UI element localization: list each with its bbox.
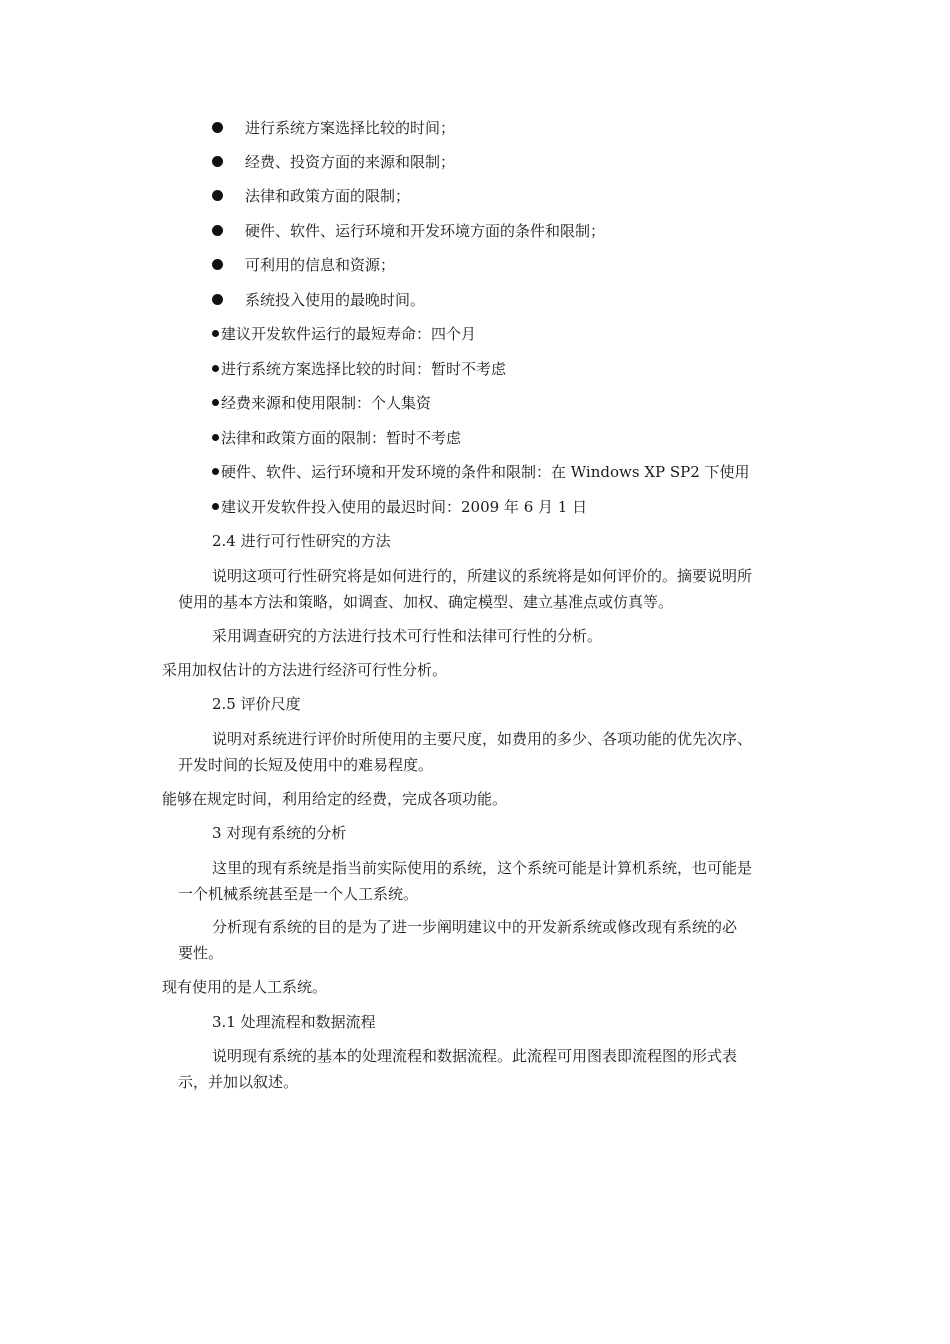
paragraph-line: 这里的现有系统是指当前实际使用的系统，这个系统可能是计算机系统，也可能是 [212, 859, 753, 877]
paragraph: 现有使用的是人工系统。 [162, 978, 328, 996]
list-item [212, 186, 410, 206]
list-item [212, 255, 395, 275]
list-item-text: 硬件、软件、运行环境和开发环境方面的条件和限制； [245, 222, 606, 240]
list-item [212, 152, 455, 172]
list-item-text: 建议开发软件运行的最短寿命：四个月 [221, 325, 477, 343]
list-item [212, 118, 455, 138]
bullet-icon [212, 503, 219, 510]
list-item [212, 324, 476, 344]
paragraph-line: 分析现有系统的目的是为了进一步阐明建议中的开发新系统或修改现有系统的必 [212, 918, 738, 936]
list-item-text: 经费、投资方面的来源和限制； [245, 153, 456, 171]
list-item [212, 462, 750, 482]
list-item-text: 硬件、软件、运行环境和开发环境的条件和限制：在 Windows XP SP2 下使用 [221, 463, 750, 481]
paragraph: 能够在规定时间，利用给定的经费，完成各项功能。 [162, 790, 508, 808]
paragraph-line: 说明现有系统的基本的处理流程和数据流程。此流程可用图表即流程图的形式表 [212, 1047, 738, 1065]
bullet-icon [212, 399, 219, 406]
paragraph-line: 示，并加以叙述。 [178, 1073, 299, 1091]
paragraph: 采用加权估计的方法进行经济可行性分析。 [162, 661, 448, 679]
section-heading: 3.1 处理流程和数据流程 [212, 1013, 376, 1031]
list-item [212, 290, 425, 310]
list-item-text: 经费来源和使用限制：个人集资 [221, 394, 432, 412]
list-item-text: 进行系统方案选择比较的时间； [245, 119, 456, 137]
list-item-text: 可利用的信息和资源； [245, 256, 396, 274]
paragraph-line: 使用的基本方法和策略，如调查、加权、确定模型、建立基准点或仿真等。 [178, 593, 674, 611]
bullet-icon [212, 156, 223, 167]
list-item-text: 建议开发软件投入使用的最迟时间：2009 年 6 月 1 日 [221, 498, 588, 516]
list-item [212, 497, 587, 517]
bullet-icon [212, 122, 223, 133]
section-heading: 2.4 进行可行性研究的方法 [212, 532, 391, 550]
bullet-icon [212, 190, 223, 201]
list-item-text: 法律和政策方面的限制； [245, 187, 411, 205]
section-heading: 3 对现有系统的分析 [212, 824, 347, 842]
paragraph: 采用调查研究的方法进行技术可行性和法律可行性的分析。 [212, 627, 603, 645]
bullet-icon [212, 259, 223, 270]
bullet-icon [212, 294, 223, 305]
list-item-text: 法律和政策方面的限制：暂时不考虑 [221, 429, 462, 447]
list-item-text: 进行系统方案选择比较的时间：暂时不考虑 [221, 360, 507, 378]
bullet-icon [212, 365, 219, 372]
section-heading: 2.5 评价尺度 [212, 695, 301, 713]
list-item-text: 系统投入使用的最晚时间。 [245, 291, 426, 309]
paragraph-line: 说明这项可行性研究将是如何进行的，所建议的系统将是如何评价的。摘要说明所 [212, 567, 753, 585]
paragraph-line: 一个机械系统甚至是一个人工系统。 [178, 885, 419, 903]
bullet-icon [212, 434, 219, 441]
bullet-icon [212, 330, 219, 337]
list-item [212, 428, 461, 448]
list-item [212, 359, 506, 379]
list-item [212, 221, 605, 241]
bullet-icon [212, 468, 219, 475]
paragraph-line: 要性。 [178, 944, 224, 962]
bullet-icon [212, 225, 223, 236]
paragraph-line: 开发时间的长短及使用中的难易程度。 [178, 756, 434, 774]
paragraph-line: 说明对系统进行评价时所使用的主要尺度，如费用的多少、各项功能的优先次序、 [212, 730, 753, 748]
list-item [212, 393, 431, 413]
